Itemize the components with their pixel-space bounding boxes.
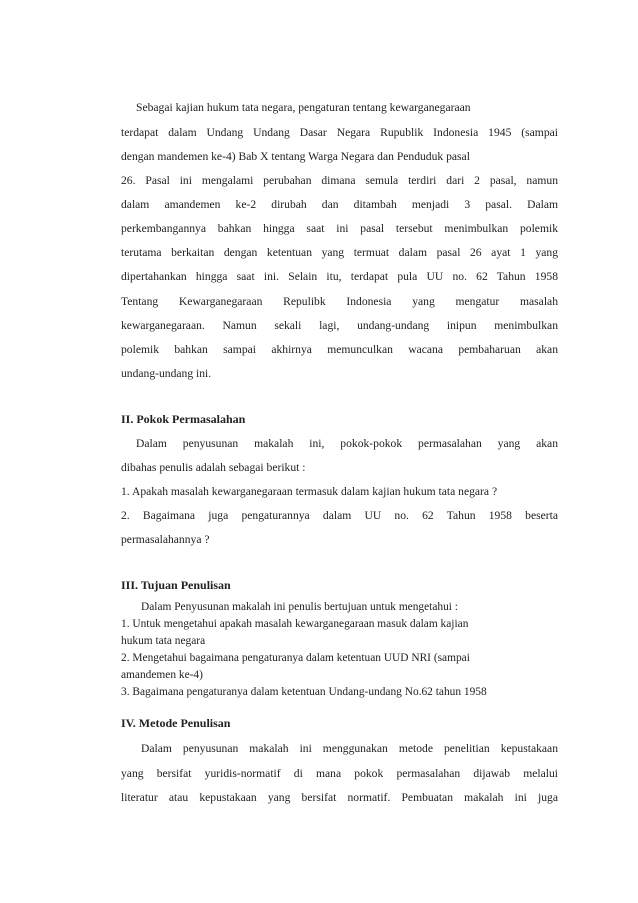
section-2-line-2: dibahas penulis adalah sebagai berikut : <box>121 461 306 474</box>
intro-line-2: terdapat dalam Undang Undang Dasar Negara Rupublik Indonesia 1945 (sampai <box>121 126 558 139</box>
section-3-line-6: 3. Bagaimana pengaturanya dalam ketentuan Undang-undang No.62 tahun 1958 <box>121 686 487 698</box>
section-3-line-4: 2. Mengetahui bagaimana pengaturanya dalam ketentuan UUD NRI (sampai <box>121 652 470 664</box>
section-3-heading: III. Tujuan Penulisan <box>121 578 231 592</box>
section-2-line-5: permasalahannya ? <box>121 533 210 546</box>
section-3-line-1: Dalam Penyusunan makalah ini penulis bertujuan untuk mengetahui : <box>141 601 458 613</box>
section-4-line-2: yang bersifat yuridis-normatif di mana pokok permasalahan dijawab melalui <box>121 767 558 780</box>
intro-line-6: perkembangannya bahkan hingga saat ini pasal tersebut menimbulkan polemik <box>121 222 558 235</box>
section-4-line-3: literatur atau kepustakaan yang bersifat normatif. Pembuatan makalah ini juga <box>121 791 558 804</box>
section-4-heading: IV. Metode Penulisan <box>121 716 231 730</box>
section-3-line-5: amandemen ke-4) <box>121 669 203 681</box>
intro-line-3: dengan mandemen ke-4) Bab X tentang Warga Negara dan Penduduk pasal <box>121 150 470 163</box>
intro-line-12: undang-undang ini. <box>121 367 212 380</box>
section-2-line-3: 1. Apakah masalah kewarganegaraan termasuk dalam kajian hukum tata negara ? <box>121 485 498 498</box>
intro-line-11: polemik bahkan sampai akhirnya memunculkan wacana pembaharuan akan <box>121 343 558 356</box>
intro-line-10: kewarganegaraan. Namun sekali lagi, undang-undang inipun menimbulkan <box>121 319 558 332</box>
intro-line-1: Sebagai kajian hukum tata negara, pengaturan tentang kewarganegaraan <box>136 101 471 114</box>
section-2-line-4: 2. Bagaimana juga pengaturannya dalam UU no. 62 Tahun 1958 beserta <box>121 509 558 522</box>
intro-line-7: terutama berkaitan dengan ketentuan yang termuat dalam pasal 26 ayat 1 yang <box>121 246 558 259</box>
intro-line-5: dalam amandemen ke-2 dirubah dan ditambah menjadi 3 pasal. Dalam <box>121 198 558 211</box>
section-2-heading: II. Pokok Permasalahan <box>121 412 246 426</box>
intro-line-9: Tentang Kewarganegaraan Repulibk Indonesia yang mengatur masalah <box>121 295 558 308</box>
section-3-line-3: hukum tata negara <box>121 635 206 647</box>
intro-line-4: 26. Pasal ini mengalami perubahan dimana semula terdiri dari 2 pasal, namun <box>121 174 558 187</box>
intro-line-8: dipertahankan hingga saat ini. Selain itu, terdapat pula UU no. 62 Tahun 1958 <box>121 270 558 283</box>
section-3-line-2: 1. Untuk mengetahui apakah masalah kewarganegaraan masuk dalam kajian <box>121 618 469 630</box>
section-4-line-1: Dalam penyusunan makalah ini menggunakan metode penelitian kepustakaan <box>141 742 558 755</box>
section-2-line-1: Dalam penyusunan makalah ini, pokok-pokok permasalahan yang akan <box>136 437 558 450</box>
